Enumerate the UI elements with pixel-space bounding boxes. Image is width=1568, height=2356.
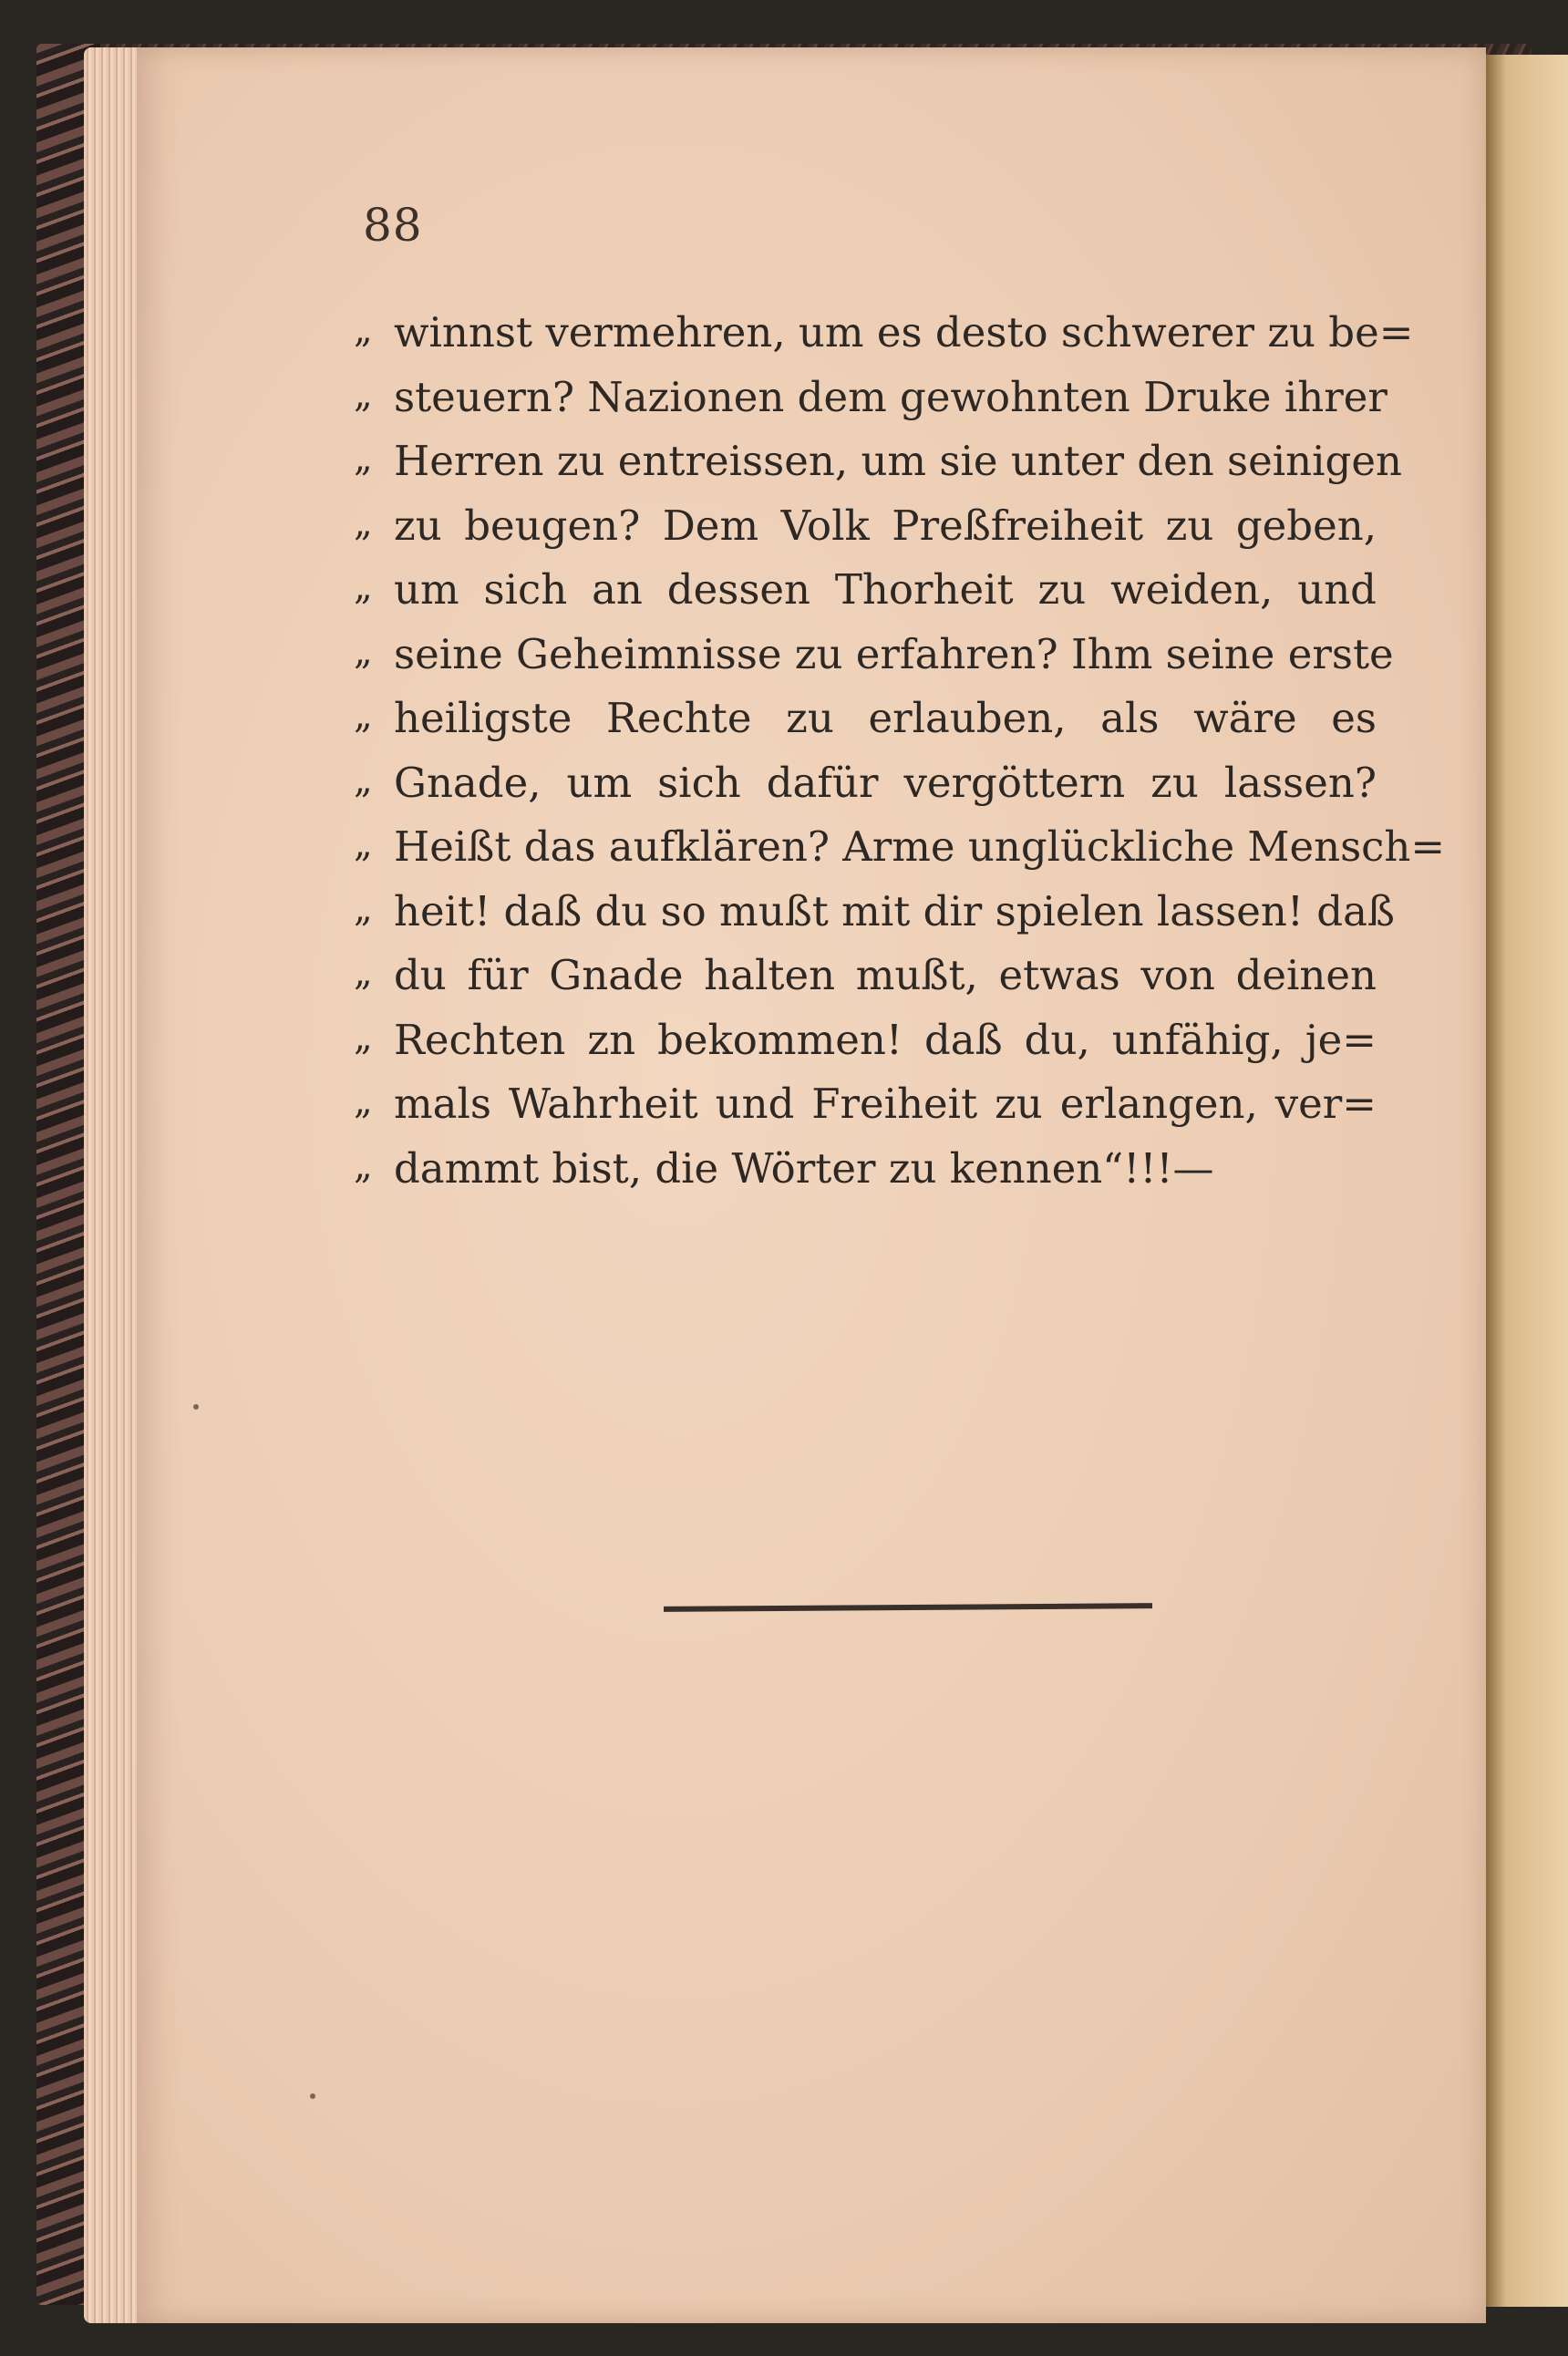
line-quote-mark: „ [354,759,373,801]
line-text: heit! daß du so mußt mit dir spielen lassen! daß [394,886,1395,935]
paper-speck [310,2093,315,2099]
text-line [354,815,1446,880]
line-text: steuern? Nazionen dem gewohnten Druke ihrer [394,372,1387,421]
line-quote-mark: „ [354,823,373,865]
text-line [354,623,1394,687]
line-quote-mark: „ [354,1144,373,1187]
text-line [354,429,1402,494]
line-quote-mark: „ [354,1080,373,1122]
line-quote-mark: „ [354,1016,373,1059]
line-quote-mark: „ [354,566,373,608]
line-text: Rechten zn bekommen! daß du, unfähig, je= [394,1015,1377,1064]
line-text: Gnade, um sich dafür vergöttern zu lassen? [394,758,1377,807]
line-quote-mark: „ [354,501,373,544]
line-quote-mark: „ [354,695,373,737]
text-block [354,301,1446,1201]
text-line [354,1137,1377,1202]
line-text: zu beugen? Dem Volk Preßfreiheit zu geben, [394,501,1377,550]
line-quote-mark: „ [354,438,373,480]
line-text: seine Geheimnisse zu erfahren? Ihm seine erste [394,629,1394,678]
paper-speck [193,1404,199,1410]
line-text: um sich an dessen Thorheit zu weiden, und [394,565,1377,614]
line-text: winnst vermehren, um es desto schwerer zu be= [394,308,1414,356]
line-quote-mark: „ [354,373,373,416]
facing-page-edge [1486,55,1568,2307]
line-text: heiligste Rechte zu erlauben, als wäre es [394,694,1377,742]
text-line [354,687,1377,751]
text-line [354,944,1377,1008]
line-quote-mark: „ [354,309,373,351]
text-line [354,1008,1377,1073]
line-quote-mark: „ [354,887,373,930]
page-number: 88 [363,199,423,252]
line-text: du für Gnade halten mußt, etwas von deinen [394,951,1377,999]
line-quote-mark: „ [354,952,373,994]
line-text: Herren zu entreissen, um sie unter den seinigen [394,437,1402,485]
line-text: Heißt das aufklären? Arme unglückliche Mensch= [394,822,1446,871]
text-line [354,366,1387,430]
line-text: mals Wahrheit und Freiheit zu erlangen, ver= [394,1080,1377,1128]
text-line [354,558,1377,623]
text-line [354,751,1377,816]
line-quote-mark: „ [354,630,373,673]
text-line [354,301,1414,366]
text-line [354,880,1395,945]
text-line [354,1072,1377,1137]
text-line [354,494,1377,559]
line-text: dammt bist, die Wörter zu kennen“!!!— [394,1143,1214,1193]
